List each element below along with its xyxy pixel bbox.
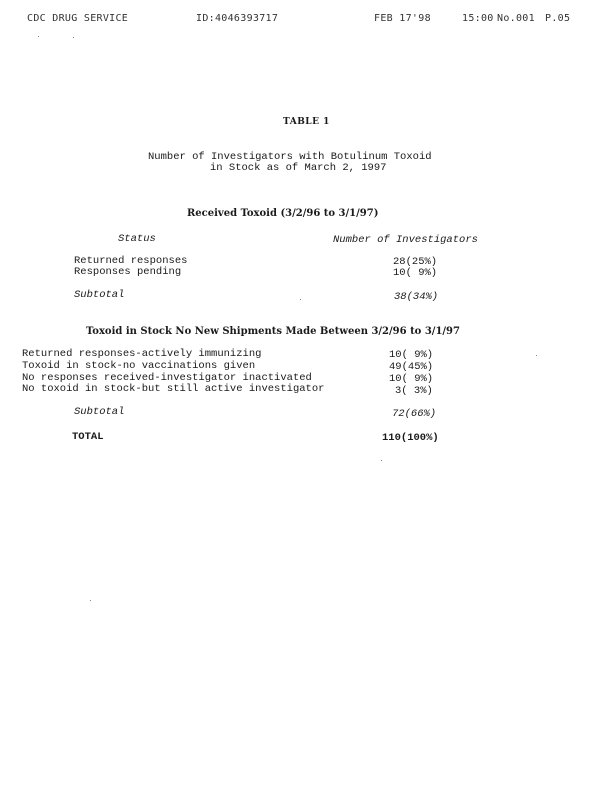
fax-page: P.05	[545, 13, 571, 24]
in-stock-row-value: 10( 9%)	[389, 373, 434, 385]
in-stock-row-label: Returned responses-actively immunizing	[22, 348, 262, 360]
table-title: TABLE 1	[283, 117, 330, 127]
scan-speck	[73, 37, 74, 38]
scan-speck	[381, 460, 382, 461]
received-subtotal-value: 38(34%)	[394, 291, 439, 303]
received-row-value: 28(25%)	[393, 256, 438, 268]
scan-speck	[90, 600, 91, 601]
in-stock-subtotal-label: Subtotal	[74, 406, 125, 418]
total-value: 110(100%)	[382, 432, 439, 444]
in-stock-heading: Toxoid in Stock No New Shipments Made Between 3/2/96 to 3/1/97	[86, 326, 460, 337]
received-row-value: 10( 9%)	[393, 267, 438, 279]
in-stock-row-label: No responses received-investigator inactivated	[22, 372, 312, 384]
in-stock-row-value: 49(45%)	[389, 361, 434, 373]
table-subtitle-line1: Number of Investigators with Botulinum Toxoid	[148, 151, 432, 163]
fax-number: No.001	[497, 13, 535, 24]
in-stock-row-label: No toxoid in stock-but still active investigator	[22, 383, 325, 395]
status-column-header: Status	[118, 233, 156, 245]
in-stock-row-value: 10( 9%)	[389, 349, 434, 361]
count-column-header: Number of Investigators	[333, 234, 478, 246]
received-subtotal-label: Subtotal	[74, 289, 125, 301]
fax-id: ID:4046393717	[196, 13, 279, 24]
in-stock-subtotal-value: 72(66%)	[392, 408, 437, 420]
scan-speck	[38, 36, 39, 37]
received-row-label: Returned responses	[74, 255, 188, 267]
total-label: TOTAL	[72, 431, 104, 443]
in-stock-row-label: Toxoid in stock-no vaccinations given	[22, 360, 256, 372]
scan-speck	[536, 355, 537, 356]
fax-date: FEB 17'98	[374, 13, 431, 24]
fax-sender: CDC DRUG SERVICE	[27, 13, 129, 24]
scan-speck	[300, 299, 301, 300]
in-stock-row-value: 3( 3%)	[395, 385, 433, 397]
received-row-label: Responses pending	[74, 266, 182, 278]
received-heading: Received Toxoid (3/2/96 to 3/1/97)	[187, 208, 379, 219]
fax-time: 15:00	[462, 13, 494, 24]
table-subtitle-line2: in Stock as of March 2, 1997	[210, 162, 387, 174]
